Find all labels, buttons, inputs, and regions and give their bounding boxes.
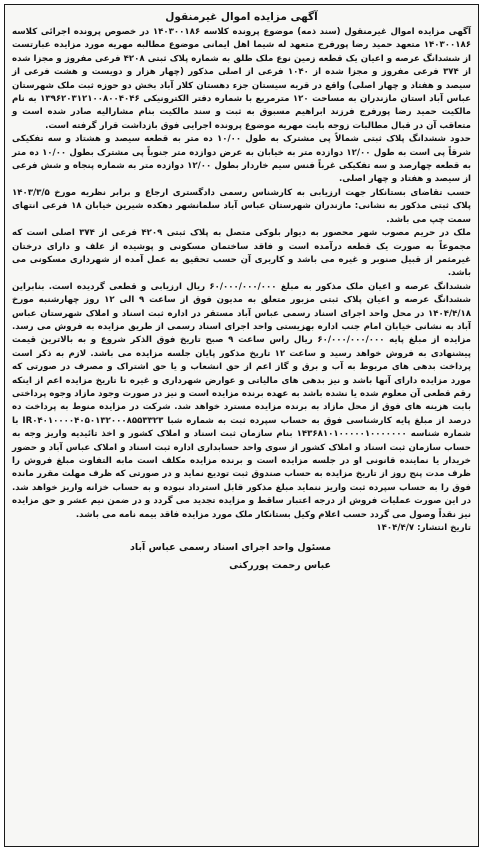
notice-paragraph-auction-terms: ششدانگ عرصه و اعیان ملک مذکور به مبلغ ۶۰/۰۰۰/۰۰۰/۰۰۰ ریال ارزیابی و قطعی گردیده است. بنابراین ششدانگ عرصه و اعیان پلاک ثبتی مزبور متعلق به مدیون فوق از ساعت ۹ الی ۱۲ روز چهارشنبه مورخ ۱۴۰۴/۴/۱۸ در محل واحد اجرای اسناد رسمی عباس آباد مستقر در اداره ثبت اسناد و املاک شهرستان عباس آباد به نشانی خیابان امام جنب اداره بهزیستی واحد اجرای اسناد رسمی از طریق مزایده به فروش می رسد. مزایده از مبلغ پایه ۶۰/۰۰۰/۰۰۰/۰۰۰ ریال راس ساعت ۹ صبح تاریخ فوق الذکر شروع و به بالاترین قیمت پیشنهادی به فروش خواهد رسید و ساعت ۱۲ تاریخ مذکور پایان جلسه مزایده می باشد. لازم به ذکر است پرداخت بدهی های مربوط به آب و برق و گاز اعم از حق انشعاب و یا حق اشتراک و مصرف در صورتی که مورد مزایده دارای آنها باشد و نیز بدهی های مالیاتی و عوارض شهرداری و غیره تا تاریخ مزایده اعم از اینکه رقم قطعی آن معلوم شده یا نشده باشد به عهده برنده مزایده است و نیز در صورت وجود مازاد وجوه پرداختی بابت هزینه های فوق از محل مازاد به برنده مزایده مسترد خواهد شد. شرکت در مزایده منوط به پرداخت ده درصد از مبلغ پایه کارشناسی فوق به حساب سپرده ثبت به شماره شبا IR۰۴۰۱۰۰۰۰۴۰۵۰۱۳۲۰۰۰۸۵۵۳۳۲۳ با شماره شناسه ۱۴۳۶۸۱۰۱۰۰۰۰۰۱۰۰۰۰۰۰۰ بنام سازمان ثبت اسناد و املاک کشور و اخذ تائیدیه واریز وجه به حساب سازمان ثبت اسناد و املاک کشور از سوی واحد حسابداری اداره ثبت اسناد و املاک عباس آباد و حضور خریدار یا نماینده قانونی او در جلسه مزایده است و برنده مزایده مکلف است مابه التفاوت مبلغ فروش را ظرف مدت پنج روز از تاریخ مزایده به حساب صندوق ثبت تودیع نماید و در صورتی که ظرف مهلت مقرر مانده فوق را به حساب سپرده ثبت واریز ننماید مبلغ مذکور قابل استرداد نبوده و به حساب خزانه واریز خواهد شد. در این صورت عملیات فروش از درجه اعتبار ساقط و مزایده تجدید می گردد و در ضمن نیم عشر و حق مزایده نیز نقداً وصول می گردد حسب اعلام وکیل بستانکار ملک مورد مزایده فاقد بیمه نامه می باشد. <box>12 281 472 520</box>
notice-paragraph-boundaries: حدود ششدانگ پلاک ثبتی شمالاً پی مشترک به طول ۱۰/۰۰ ده متر به قطعه سیصد و هشتاد و سه تفکیکی شرقاً پی است به طول ۱۲/۰۰ دوازده متر به خیابان به عرض دوازده متر جنوباً پی مشترک بطول ۱۰/۰۰ ده متر به قطعه چهارصد و سه تفکیکی غرباً فنس سیم خاردار بطول ۱۲/۰۰ دوازده متر به شماره پنجاه و شش فرعی از سیصد و هفتاد و چهار اصلی. <box>12 134 471 185</box>
notice-paragraph-intro: آگهی مزایده اموال غیرمنقول (سند ذمه) موضوع پرونده کلاسه ۱۴۰۳۰۰۱۸۶ در خصوص پرونده اجرائی کلاسه ۱۴۰۳۰۰۱۸۶ متعهد حمید رضا پورفرج متعهد له شیما اهل ایمانی موضوع مطالبه مهریه مورد مزایده عبارتست از ششدانگ عرصه و اعیان یک قطعه زمین نوع ملک طلق به شماره پلاک ثبتی ۴۲۰۸ فرعی مفروز و مجزا شده از ۳۷۴ فرعی مفروز و مجزا شده از ۱۰۴۰ فرعی از اصلی مذکور (چهار هزار و دویست و هشت فرعی از سیصد و هفتاد و چهار اصلی) واقع در قریه سیستان جزء دهستان کلار آباد بخش دو حوزه ثبت ملک شهرستان عباس آباد استان مازندران به مساحت ۱۲۰ مترمربع با شماره دفتر الکترونیکی ۱۳۹۶۲۰۳۱۲۱۰۰۸۰۰۴۰۴۶ به نام مالکیت حمید رضا پورفرج فرزند ابراهیم مسبوق به ثبت و سند مالکیت بنام مشارالیه صادر شده است و متعاقب آن در قبال مطالبات زوجه بابت مهریه موضوع پرونده اجرایی فوق بازداشت قرار گرفته است. <box>12 27 471 131</box>
signatory-title: مسئول واحد اجرای اسناد رسمی عباس آباد <box>130 542 331 554</box>
publication-date: تاریخ انتشار: ۱۴۰۴/۴/۷ <box>376 523 471 534</box>
signatory-name: عباس رحمت پوررکنی <box>229 560 331 572</box>
signature-block <box>12 539 471 575</box>
notice-paragraph-appraisal: حسب تقاضای بستانکار جهت ارزیابی به کارشناس رسمی دادگستری ارجاع و برابر نظریه مورخ ۱۴۰۳/۳/۵ پلاک ثبتی مذکور به نشانی: مازندران شهرستان عباس آباد سلمانشهر دهکده شیرین خیابان ۱۸ فرعی انتهای سمت چپ می باشد. <box>12 187 472 225</box>
notice-paragraph-property: ملک در حریم مصوب شهر محصور به دیوار بلوکی متصل به پلاک ثبتی ۴۲۰۹ فرعی از ۳۷۴ اصلی است که مجموعاً به صورت یک قطعه درآمده است و فاقد ساختمان مسکونی و پوشیده از علف و دارای درختان غیرمثمر از قبیل صنوبر و غیره می باشد و کاربری آن حسب تحقیق به عمل آمده از شهرداری مسکونی می باشد. <box>12 228 471 279</box>
legal-notice <box>4 4 479 847</box>
notice-title: آگهی مزایده اموال غیرمنقول <box>165 11 318 23</box>
